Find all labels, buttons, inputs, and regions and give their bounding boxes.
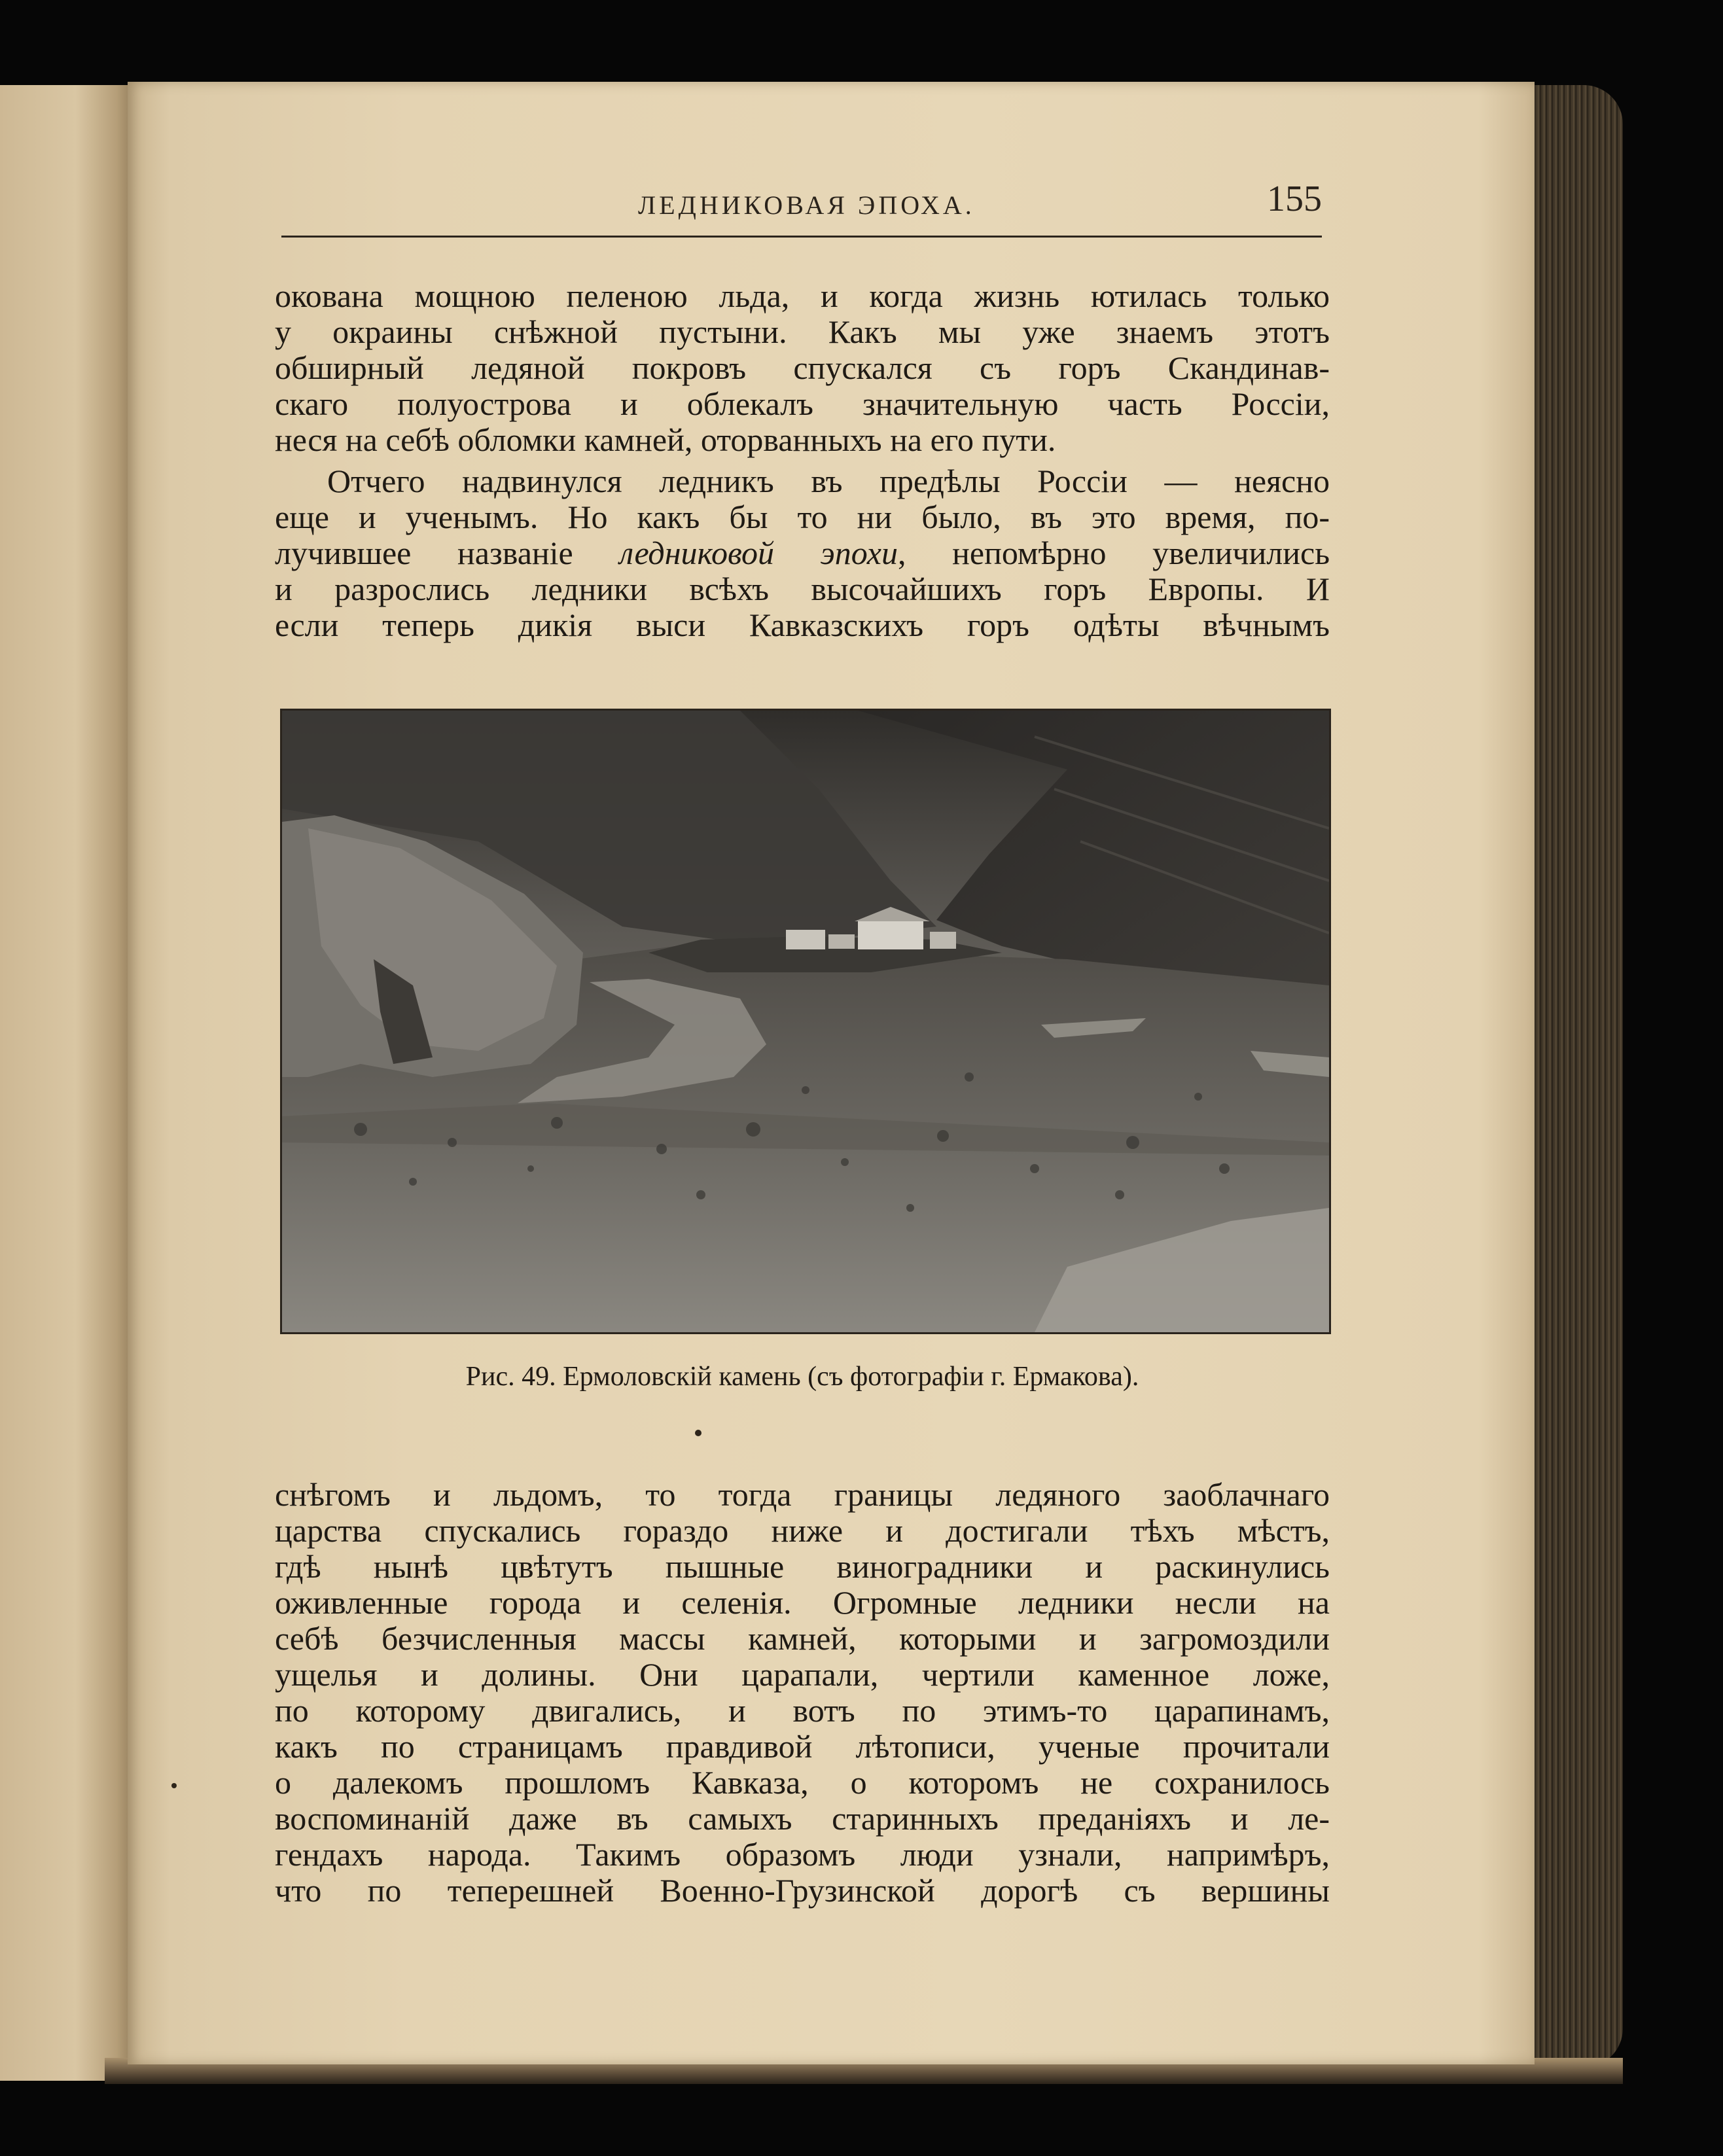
running-title: ЛЕДНИКОВАЯ ЭПОХА. bbox=[638, 190, 975, 220]
text-line: ущелья и долины. Они царапали, чертили каменное ложе, bbox=[275, 1656, 1330, 1693]
page-number: 155 bbox=[1267, 179, 1322, 219]
text-run: лучившее названiе bbox=[275, 535, 620, 571]
text-line: какъ по страницамъ правдивой лѣтописи, ученые прочитали bbox=[275, 1728, 1330, 1765]
paragraph-bottom bbox=[275, 1477, 1330, 1909]
figure-caption: Рис. 49. Ермоловскiй камень (съ фотографiи г. Ермакова). bbox=[465, 1362, 1139, 1392]
print-speck bbox=[695, 1430, 702, 1436]
text-line: себѣ безчисленныя массы камней, которыми и загромоздили bbox=[275, 1620, 1330, 1657]
text-line: обширный ледяной покровъ спускался съ горъ Скандинав- bbox=[275, 349, 1330, 386]
text-line: царства спускались гораздо ниже и достигали тѣхъ мѣстъ, bbox=[275, 1512, 1330, 1549]
text-line: гендахъ народа. Такимъ образомъ люди узнали, напримѣръ, bbox=[275, 1836, 1330, 1873]
text-line: неся на себѣ обломки камней, оторванныхъ на его пути. bbox=[275, 421, 1056, 458]
text-line: воспоминанiй даже въ самыхъ старинныхъ преданiяхъ и ле- bbox=[275, 1800, 1330, 1837]
text-line: оживленные города и селенiя. Огромные ледники несли на bbox=[275, 1584, 1330, 1621]
left-page-edge bbox=[0, 85, 137, 2081]
text-line: если теперь дикiя выси Кавказскихъ горъ одѣты вѣчнымъ bbox=[275, 607, 1330, 643]
landscape-photo bbox=[282, 711, 1329, 1332]
text-line: по которому двигались, и вотъ по этимъ-то царапинамъ, bbox=[275, 1692, 1330, 1729]
text-line: о далекомъ прошломъ Кавказа, о которомъ не сохранилось bbox=[275, 1764, 1330, 1801]
italic-term: ледниковой эпохи bbox=[619, 535, 898, 571]
text-run: , непомѣрно увеличились bbox=[897, 535, 1330, 571]
text-line: Отчего надвинулся ледникъ въ предѣлы Россiи — неясно bbox=[327, 463, 1330, 499]
figure-photograph bbox=[280, 709, 1331, 1334]
book-fore-edge bbox=[1525, 85, 1623, 2068]
text-line: что по теперешней Военно-Грузинской дорогѣ съ вершины bbox=[275, 1872, 1330, 1909]
print-speck bbox=[171, 1783, 177, 1788]
text-line: снѣгомъ и льдомъ, то тогда границы ледяного заоблачнаго bbox=[275, 1476, 1330, 1513]
text-line: гдѣ нынѣ цвѣтутъ пышные виноградники и раскинулись bbox=[275, 1548, 1330, 1585]
text-line: и разрослись ледники всѣхъ высочайшихъ горъ Европы. И bbox=[275, 571, 1330, 607]
text-line: окована мощною пеленою льда, и когда жизнь ютилась только bbox=[275, 277, 1330, 314]
text-line-with-italic bbox=[275, 535, 1330, 571]
paragraph-top bbox=[275, 278, 1330, 643]
running-head bbox=[281, 179, 1322, 238]
text-line: скаго полуострова и облекалъ значительную часть Россiи, bbox=[275, 385, 1330, 422]
text-line: еще и ученымъ. Но какъ бы то ни было, въ это время, по- bbox=[275, 499, 1330, 535]
text-line: у окраины снѣжной пустыни. Какъ мы уже знаемъ этотъ bbox=[275, 313, 1330, 350]
